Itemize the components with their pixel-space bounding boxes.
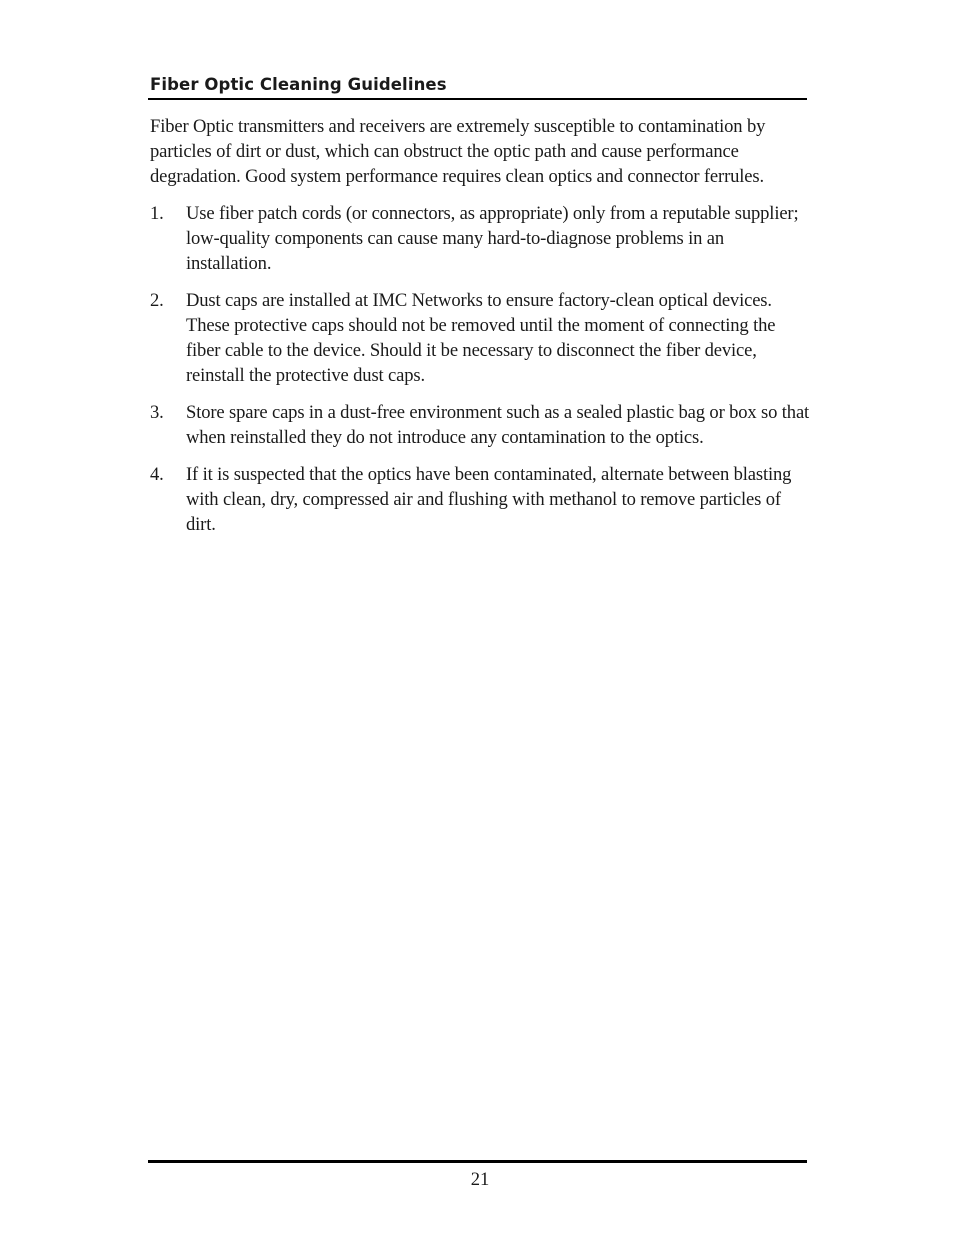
list-item-text: If it is suspected that the optics have been contaminated, alternate between blasting with clean, dry, compressed air and flushing with methanol to remove particles of dirt.	[186, 464, 792, 535]
intro-paragraph: Fiber Optic transmitters and receivers are extremely susceptible to contamination by particles of dirt or dust, which can obstruct the optic path and cause performance degradation. Good system performance requires clean optics and connector ferrules.	[150, 116, 766, 187]
page-number: 21	[470, 1169, 490, 1190]
list-item	[150, 462, 810, 537]
footer-rule	[148, 1160, 807, 1163]
list-item	[150, 288, 810, 388]
list-item	[150, 400, 810, 450]
list-item-text: Store spare caps in a dust-free environment such as a sealed plastic bag or box so that when reinstalled they do not introduce any contamination to the optics.	[186, 402, 810, 448]
list-item	[150, 201, 810, 276]
section-heading: Fiber Optic Cleaning Guidelines	[150, 75, 447, 94]
list-item-number: 3.	[150, 402, 164, 423]
list-item-number: 2.	[150, 290, 164, 311]
guidelines-list	[150, 201, 810, 549]
list-item-text: Dust caps are installed at IMC Networks to ensure factory-clean optical devices. These protective caps should not be removed until the moment of connecting the fiber cable to the device. Should it be necessary to disconnect the fiber device, reinstall the protective dust caps.	[186, 290, 776, 386]
list-item-text: Use fiber patch cords (or connectors, as appropriate) only from a reputable supplier; low-quality components can cause many hard-to-diagnose problems in an installation.	[186, 203, 799, 274]
heading-underline	[148, 98, 807, 100]
list-item-number: 1.	[150, 203, 164, 224]
list-item-number: 4.	[150, 464, 164, 485]
